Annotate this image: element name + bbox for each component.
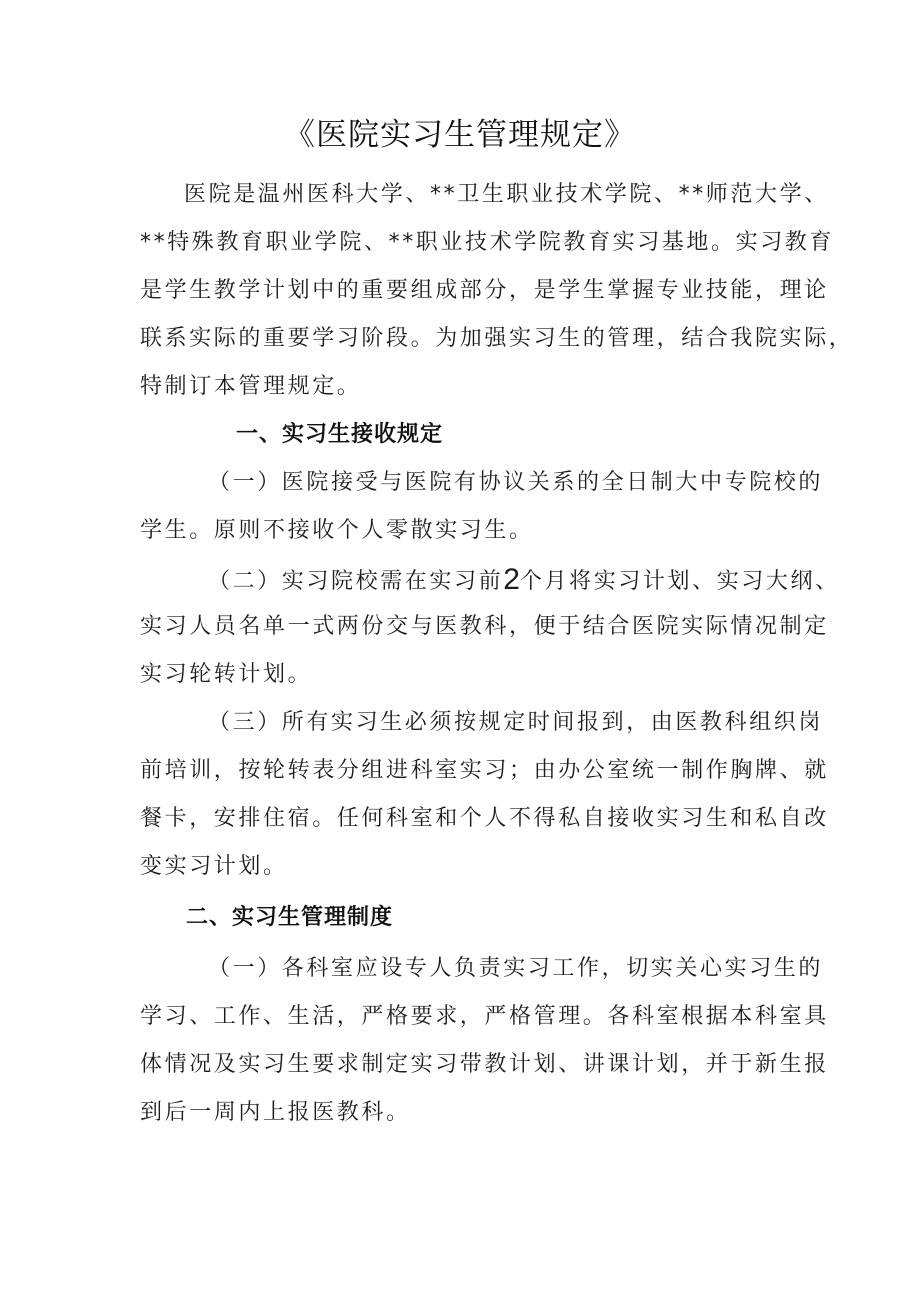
intro-line-5: 特制订本管理规定。 bbox=[140, 374, 362, 399]
intro-line-2: **特殊教育职业学院、**职业技术学院教育实习基地。实习教育 bbox=[140, 230, 835, 255]
s1-item2-line-3: 实习轮转计划。 bbox=[140, 662, 313, 687]
s1-item2-line-2: 实习人员名单一式两份交与医教科，便于结合医院实际情况制定 bbox=[140, 614, 829, 639]
s2-item1-line-4: 到后一周内上报医教科。 bbox=[140, 1100, 411, 1125]
section-heading-1: 一、实习生接收规定 bbox=[236, 422, 444, 447]
s1-item3-line-3: 餐卡，安排住宿。任何科室和个人不得私自接收实习生和私自改 bbox=[140, 806, 829, 831]
s1-item3-line-4: 变实习计划。 bbox=[140, 854, 288, 879]
s1-item2-line-1-after: 个月将实习计划、实习大纲、 bbox=[519, 569, 840, 594]
intro-line-3: 是学生教学计划中的重要组成部分，是学生掌握专业技能，理论 bbox=[140, 278, 829, 303]
s1-item3-line-1: （三）所有实习生必须按规定时间报到，由医教科组织岗 bbox=[208, 710, 824, 735]
s2-item1-line-2: 学习、工作、生活，严格要求，严格管理。各科室根据本科室具 bbox=[140, 1004, 829, 1029]
intro-line-4: 联系实际的重要学习阶段。为加强实习生的管理，结合我院实际， bbox=[140, 326, 854, 351]
s2-item1-line-3: 体情况及实习生要求制定实习带教计划、讲课计划，并于新生报 bbox=[140, 1052, 829, 1077]
s1-item2-line-1 bbox=[208, 563, 840, 597]
s1-item3-line-2: 前培训，按轮转表分组进科室实习；由办公室统一制作胸牌、就 bbox=[140, 758, 829, 783]
s1-item2-number: 2 bbox=[503, 563, 520, 596]
section-heading-2: 二、实习生管理制度 bbox=[186, 905, 394, 930]
s1-item1-line-2: 学生。原则不接收个人零散实习生。 bbox=[140, 518, 534, 543]
s2-item1-line-1: （一）各科室应设专人负责实习工作，切实关心实习生的 bbox=[208, 956, 824, 981]
document-title: 《医院实习生管理规定》 bbox=[284, 117, 636, 153]
s1-item1-line-1: （一）医院接受与医院有协议关系的全日制大中专院校的 bbox=[208, 470, 824, 495]
intro-line-1: 医院是温州医科大学、**卫生职业技术学院、**师范大学、 bbox=[184, 182, 829, 207]
s1-item2-line-1-before: （二）实习院校需在实习前 bbox=[208, 569, 504, 594]
